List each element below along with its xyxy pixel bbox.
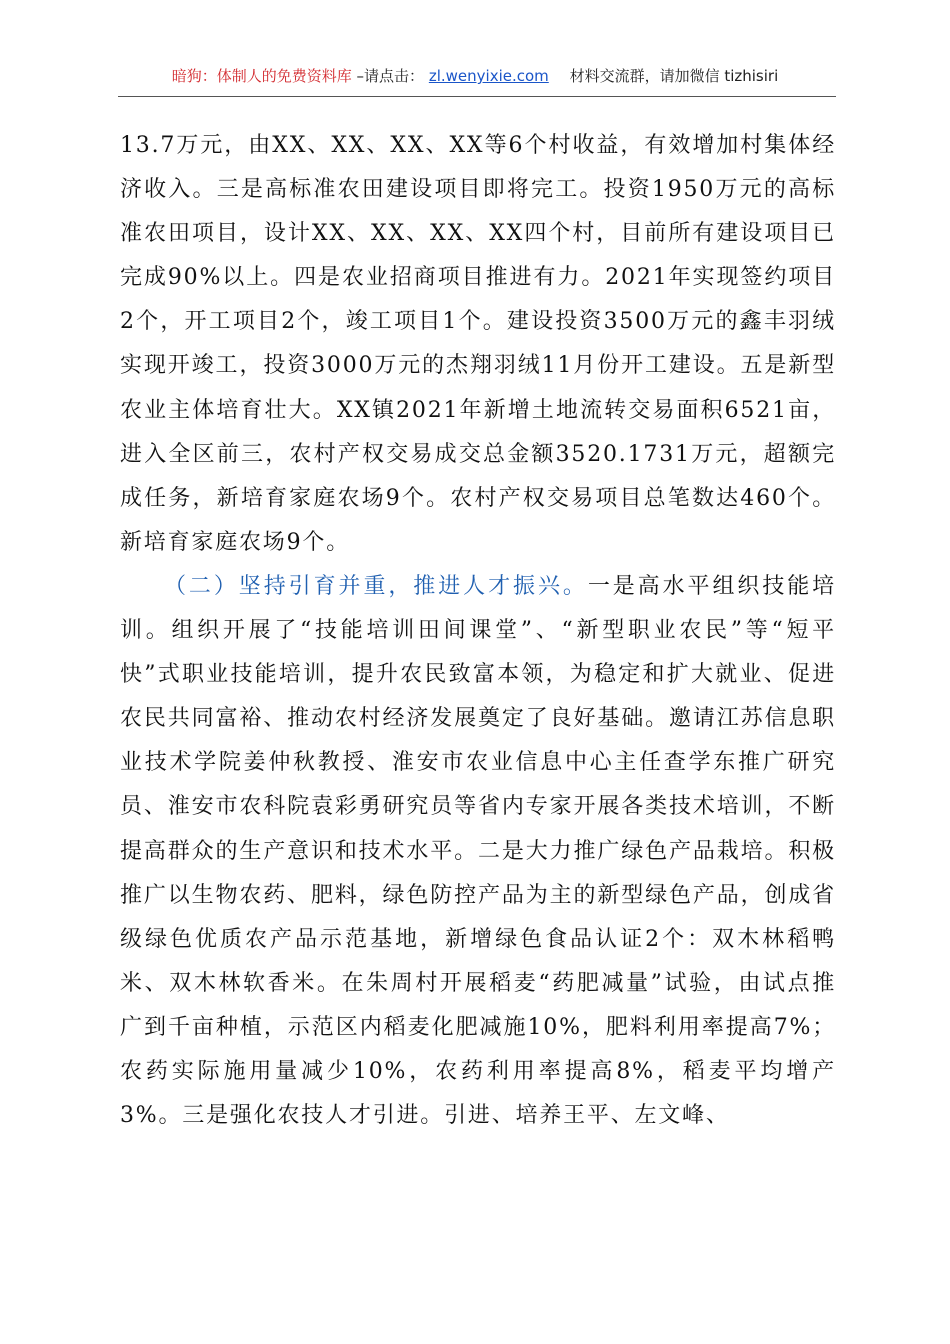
- header-contact: 材料交流群，请加微信 tizhisiri: [569, 67, 779, 85]
- header-prompt: –请点击：: [356, 67, 425, 85]
- page-header: [0, 66, 950, 86]
- header-divider: [118, 96, 836, 97]
- document-body: [120, 124, 836, 1138]
- section-heading: （二）坚持引育并重，推进人才振兴。: [164, 573, 588, 599]
- paragraph-continuation: 13.7万元，由XX、XX、XX、XX等6个村收益，有效增加村集体经济收入。三是高标准农田建设项目即将完工。投资1950万元的高标准农田项目，设计XX、XX、XX、XX四个村，目前所有建设项目已完成90%以上。四是农业招商项目推进有力。2021年实现签约项目2个，开工项目2个，竣工项目1个。建设投资3500万元的鑫丰羽绒实现开竣工，投资3000万元的杰翔羽绒11月份开工建设。五是新型农业主体培育壮大。XX镇2021年新增土地流转交易面积6521亩，进入全区前三，农村产权交易成交总金额3520.1731万元，超额完成任务，新培育家庭农场9个。农村产权交易项目总笔数达460个。新培育家庭农场9个。: [120, 133, 836, 555]
- header-link[interactable]: zl.wenyixie.com: [428, 67, 549, 85]
- section-body: 一是高水平组织技能培训。组织开展了“技能培训田间课堂”、“新型职业农民”等“短平快”式职业技能培训，提升农民致富本领，为稳定和扩大就业、促进农民共同富裕、推动农村经济发展奠定了良好基础。邀请江苏信息职业技术学院姜仲秋教授、淮安市农业信息中心主任查学东推广研究员、淮安市农科院袁彩勇研究员等省内专家开展各类技术培训，不断提高群众的生产意识和技术水平。二是大力推广绿色产品栽培。积极推广以生物农药、肥料，绿色防控产品为主的新型绿色产品，创成省级绿色优质农产品示范基地，新增绿色食品认证2个：双木林稻鸭米、双木林软香米。在朱周村开展稻麦“药肥减量”试验，由试点推广到千亩种植，示范区内稻麦化肥减施10%，肥料利用率提高7%；农药实际施用量减少10%，农药利用率提高8%，稻麦平均增产3%。三是强化农技人才引进。引进、培养王平、左文峰、: [120, 573, 836, 1129]
- header-site-name: 暗狗：体制人的免费资料库: [171, 67, 352, 85]
- paragraph-section-two: [120, 565, 836, 1138]
